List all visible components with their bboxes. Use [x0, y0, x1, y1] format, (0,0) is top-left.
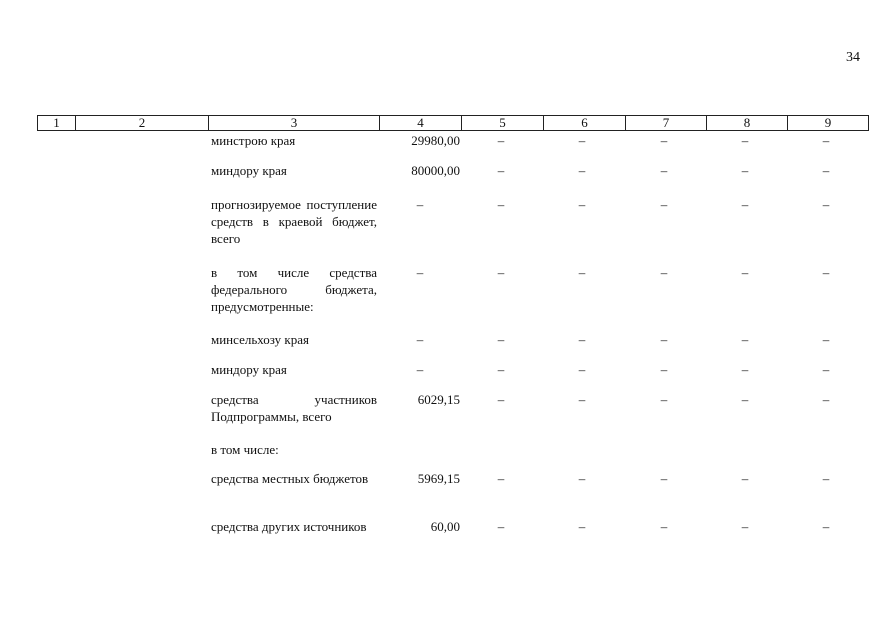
cell-dash: – — [578, 392, 586, 407]
row-value: 60,00 — [430, 519, 460, 534]
header-cell-7: 7 — [625, 116, 706, 130]
cell-dash: – — [497, 163, 505, 178]
row-label: в том числе: — [211, 442, 279, 457]
header-cell-5: 5 — [461, 116, 543, 130]
cell-dash: – — [741, 471, 749, 486]
header-cell-2: 2 — [75, 116, 208, 130]
cell-dash: – — [741, 163, 749, 178]
cell-dash: – — [578, 471, 586, 486]
cell-dash: – — [497, 332, 505, 347]
row-value: – — [416, 332, 424, 347]
header-cell-1: 1 — [53, 115, 60, 130]
cell-dash: – — [497, 471, 505, 486]
cell-dash: – — [741, 362, 749, 377]
row-label: средства местных бюджетов — [211, 471, 369, 486]
cell-dash: – — [497, 197, 505, 212]
cell-dash: – — [578, 332, 586, 347]
row-value: 29980,00 — [411, 133, 460, 148]
cell-dash: – — [741, 392, 749, 407]
cell-dash: – — [822, 519, 830, 534]
cell-dash: – — [578, 362, 586, 377]
cell-dash: – — [741, 197, 749, 212]
header-cell-9: 9 — [787, 116, 868, 130]
cell-dash: – — [822, 392, 830, 407]
cell-dash: – — [497, 392, 505, 407]
cell-dash: – — [660, 332, 668, 347]
row-label: минстрою края — [211, 133, 296, 148]
cell-dash: – — [497, 519, 505, 534]
page-number: 34 — [846, 50, 860, 65]
cell-dash: – — [822, 471, 830, 486]
cell-dash: – — [660, 133, 668, 148]
row-label: прогнозируемое поступление средств в краевой бюджет, всего — [211, 197, 377, 246]
row-label: миндору края — [211, 163, 287, 178]
row-value: – — [416, 362, 424, 377]
cell-dash: – — [660, 362, 668, 377]
cell-dash: – — [822, 133, 830, 148]
cell-dash: – — [741, 265, 749, 280]
cell-dash: – — [822, 265, 830, 280]
row-label: средства участников Подпрограммы, всего — [211, 392, 377, 424]
header-cell-8: 8 — [706, 116, 787, 130]
cell-dash: – — [497, 265, 505, 280]
header-cell-6: 6 — [543, 116, 625, 130]
cell-dash: – — [741, 133, 749, 148]
cell-dash: – — [578, 163, 586, 178]
cell-dash: – — [822, 332, 830, 347]
header-cell-3: 3 — [208, 116, 379, 130]
cell-dash: – — [660, 519, 668, 534]
cell-dash: – — [660, 163, 668, 178]
row-label: минсельхозу края — [211, 332, 309, 347]
cell-dash: – — [578, 519, 586, 534]
cell-dash: – — [822, 197, 830, 212]
cell-dash: – — [660, 471, 668, 486]
header-cell-4: 4 — [379, 116, 461, 130]
row-value: 5969,15 — [417, 471, 460, 486]
cell-dash: – — [741, 519, 749, 534]
cell-dash: – — [660, 197, 668, 212]
cell-dash: – — [660, 392, 668, 407]
cell-dash: – — [578, 133, 586, 148]
cell-dash: – — [822, 362, 830, 377]
row-value: – — [416, 265, 424, 280]
row-value: 6029,15 — [417, 392, 460, 407]
row-label: миндору края — [211, 362, 287, 377]
cell-dash: – — [497, 362, 505, 377]
row-value: – — [416, 197, 424, 212]
cell-dash: – — [660, 265, 668, 280]
cell-dash: – — [578, 265, 586, 280]
cell-dash: – — [741, 332, 749, 347]
cell-dash: – — [497, 133, 505, 148]
cell-dash: – — [578, 197, 586, 212]
row-value: 80000,00 — [411, 163, 460, 178]
row-label: в том числе средства федерального бюджета, предусмотренные: — [211, 265, 377, 314]
row-label: средства других источников — [211, 519, 367, 534]
cell-dash: – — [822, 163, 830, 178]
table-header-row — [37, 115, 869, 131]
